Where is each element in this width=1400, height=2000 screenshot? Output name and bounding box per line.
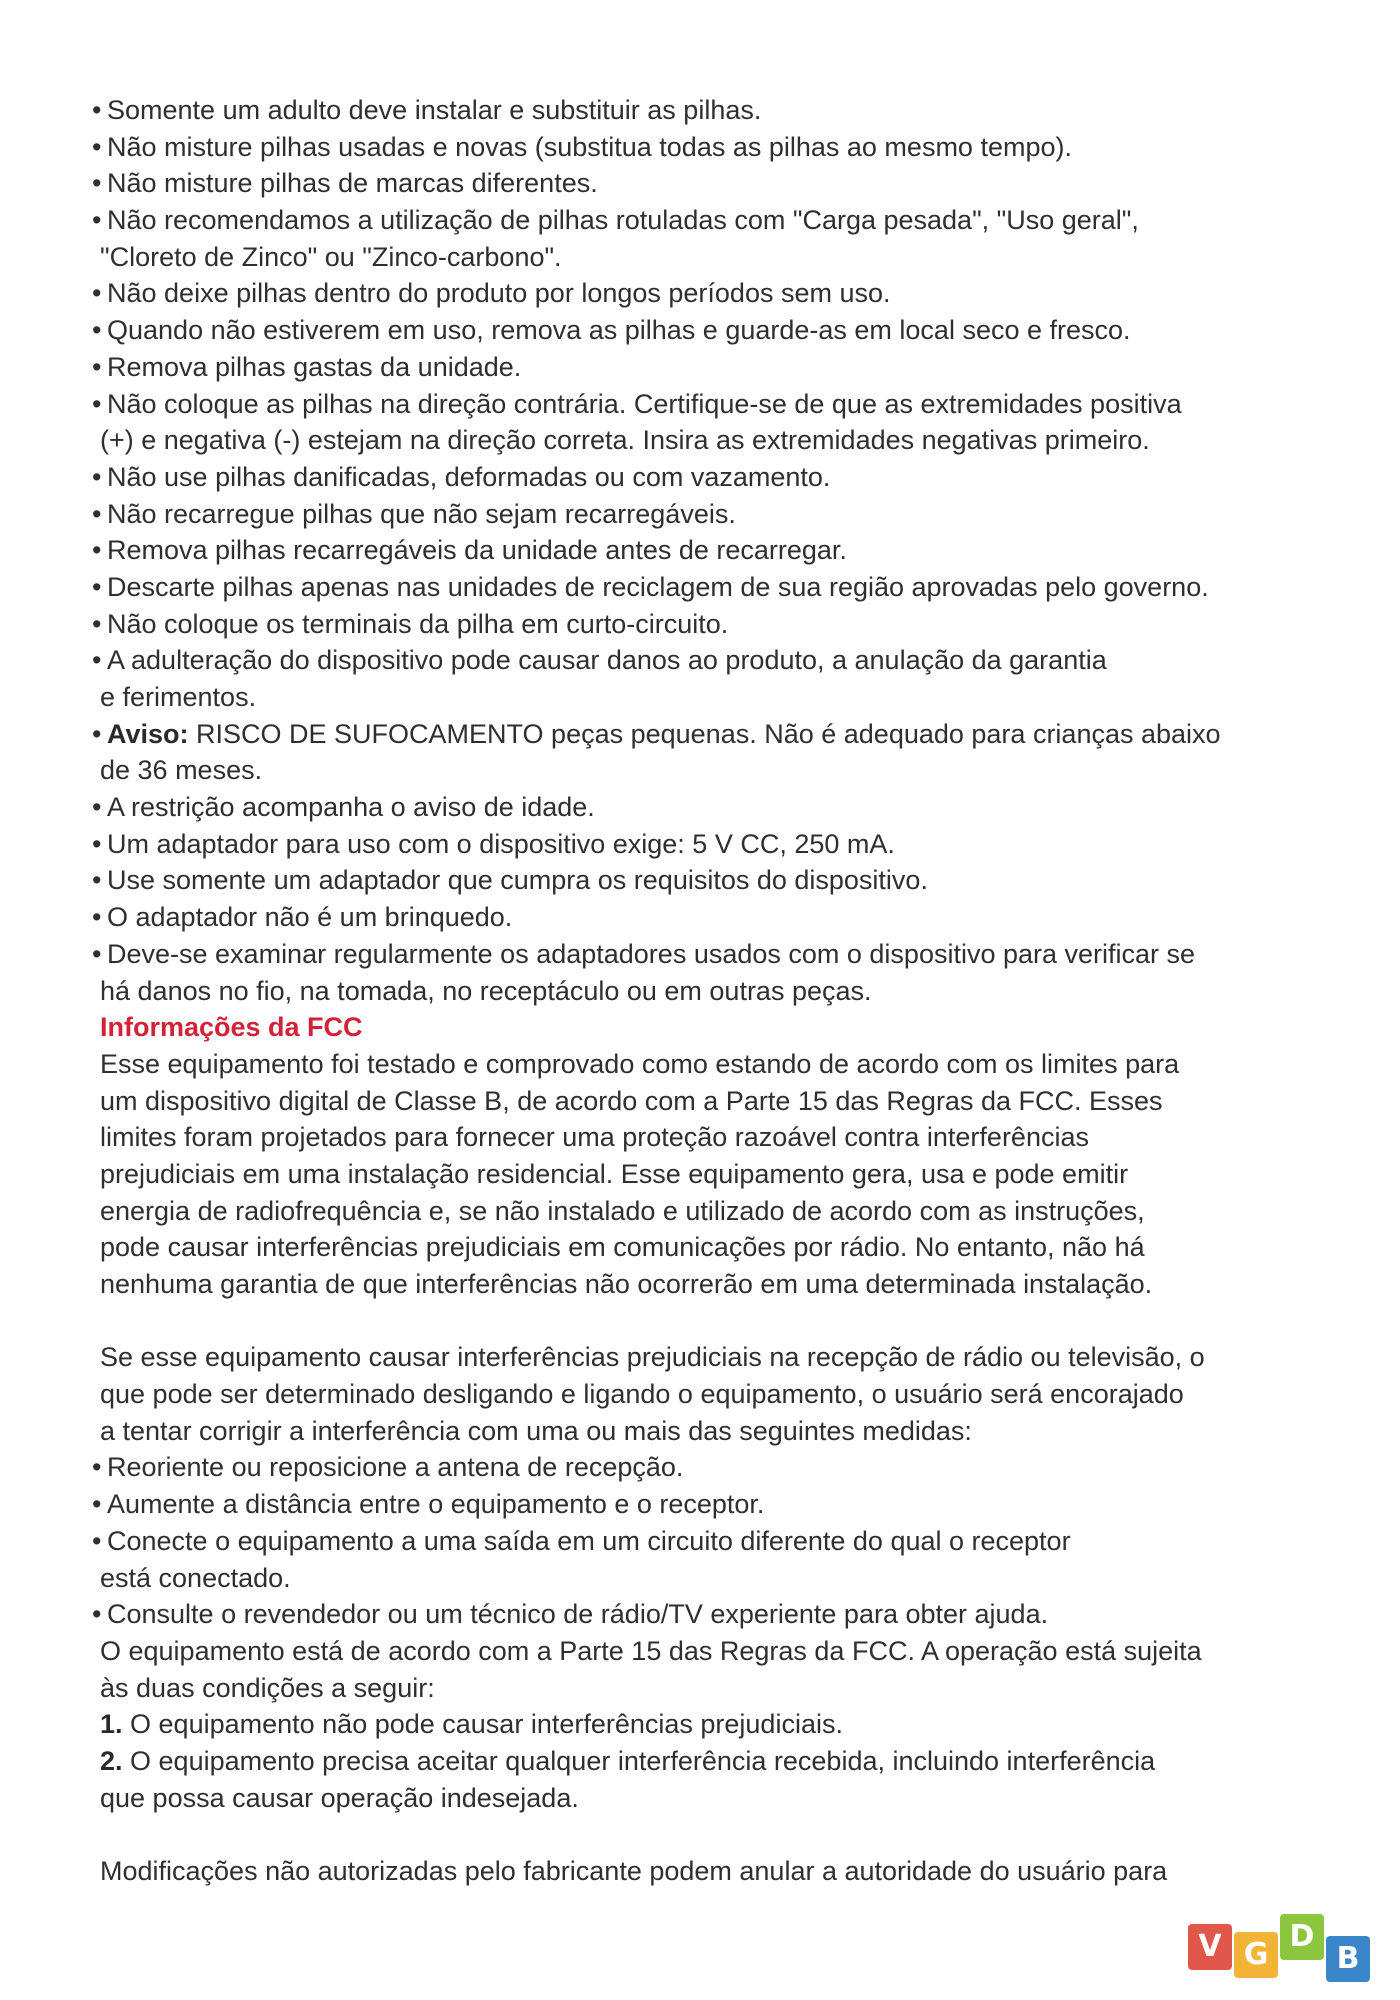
paragraph-line: limites foram projetados para fornecer uma proteção razoável contra interferências (100, 1122, 1089, 1153)
list-item: • Use somente um adaptador que cumpra os requisitos do dispositivo. (92, 865, 928, 896)
list-item: • Consulte o revendedor ou um técnico de rádio/TV experiente para obter ajuda. (92, 1599, 1049, 1630)
logo-tile-b: B (1326, 1936, 1370, 1982)
paragraph-line: O equipamento está de acordo com a Parte 15 das Regras da FCC. A operação está sujeita (100, 1635, 1202, 1666)
logo-tile-v: V (1188, 1924, 1232, 1970)
vgdb-watermark-logo (1188, 1908, 1378, 1988)
paragraph-line: que pode ser determinado desligando e ligando o equipamento, o usuário será encorajado (100, 1379, 1184, 1410)
paragraph-line: às duas condições a seguir: (100, 1672, 435, 1703)
list-item: • Não recomendamos a utilização de pilhas rotuladas com "Carga pesada", "Uso geral", (92, 205, 1139, 236)
paragraph-line: a tentar corrigir a interferência com uma ou mais das seguintes medidas: (100, 1415, 972, 1446)
paragraph-gap (92, 1303, 1332, 1340)
list-item: • Não use pilhas danificadas, deformadas ou com vazamento. (92, 461, 831, 492)
paragraph-line: nenhuma garantia de que interferências não ocorrerão em uma determinada instalação. (100, 1269, 1153, 1299)
list-item: • Remova pilhas recarregáveis da unidade antes de recarregar. (92, 535, 847, 566)
list-item: • Remova pilhas gastas da unidade. (92, 351, 522, 382)
list-item: • A adulteração do dispositivo pode causar danos ao produto, a anulação da garantia (92, 645, 1107, 676)
list-item: • Não misture pilhas de marcas diferentes. (92, 168, 598, 199)
list-item-continuation: "Cloreto de Zinco" ou "Zinco-carbono". (100, 241, 562, 272)
paragraph-line: Se esse equipamento causar interferências prejudiciais na recepção de rádio ou televisão, o (100, 1342, 1205, 1373)
list-item: • O adaptador não é um brinquedo. (92, 902, 513, 933)
list-item: • Deve-se examinar regularmente os adaptadores usados com o dispositivo para verificar se (92, 938, 1196, 969)
list-item: • Descarte pilhas apenas nas unidades de reciclagem de sua região aprovadas pelo governo. (92, 571, 1209, 602)
list-item: • Não recarregue pilhas que não sejam recarregáveis. (92, 498, 736, 529)
paragraph-line: um dispositivo digital de Classe B, de acordo com a Parte 15 das Regras da FCC. Esses (100, 1085, 1163, 1116)
fcc-heading: Informações da FCC (100, 1012, 363, 1043)
document-body (92, 92, 1332, 1890)
list-item-continuation: há danos no fio, na tomada, no receptáculo ou em outras peças. (100, 975, 872, 1006)
paragraph-line: prejudiciais em uma instalação residencial. Esse equipamento gera, usa e pode emitir (100, 1158, 1129, 1189)
logo-tile-d: D (1280, 1914, 1324, 1960)
list-item: • Um adaptador para uso com o dispositivo exige: 5 V CC, 250 mA. (92, 828, 895, 859)
list-item: • Conecte o equipamento a uma saída em um circuito diferente do qual o receptor (92, 1525, 1071, 1556)
list-item: • Quando não estiverem em uso, remova as pilhas e guarde-as em local seco e fresco. (92, 315, 1131, 346)
warning-label: Aviso: (107, 718, 189, 749)
warning-item: • Aviso: RISCO DE SUFOCAMENTO peças pequenas. Não é adequado para crianças abaixo (92, 718, 1221, 749)
paragraph-gap (92, 1816, 1332, 1853)
logo-tile-g: G (1234, 1932, 1278, 1978)
list-item: • Não deixe pilhas dentro do produto por longos períodos sem uso. (92, 278, 891, 309)
list-item-continuation: de 36 meses. (100, 755, 263, 786)
list-item-continuation: (+) e negativa (-) estejam na direção correta. Insira as extremidades negativas primeiro. (100, 425, 1150, 456)
list-item: • Somente um adulto deve instalar e substituir as pilhas. (92, 95, 762, 125)
paragraph-line: Esse equipamento foi testado e comprovado como estando de acordo com os limites para (100, 1048, 1180, 1079)
paragraph-line: energia de radiofrequência e, se não instalado e utilizado de acordo com as instruções, (100, 1195, 1145, 1226)
list-item: • Não coloque as pilhas na direção contrária. Certifique-se de que as extremidades positiva (92, 388, 1182, 419)
condition-item: 1. O equipamento não pode causar interferências prejudiciais. (100, 1709, 843, 1740)
paragraph-line: que possa causar operação indesejada. (100, 1782, 579, 1813)
list-item: • Não misture pilhas usadas e novas (substitua todas as pilhas ao mesmo tempo). (92, 131, 1072, 162)
list-item-continuation: e ferimentos. (100, 682, 257, 712)
list-item-continuation: está conectado. (100, 1562, 291, 1593)
condition-number: 2. (100, 1745, 123, 1776)
condition-number: 1. (100, 1709, 123, 1740)
paragraph-line: pode causar interferências prejudiciais em comunicações por rádio. No entanto, não há (100, 1232, 1145, 1263)
condition-item: 2. O equipamento precisa aceitar qualquer interferência recebida, incluindo interferência (100, 1745, 1156, 1776)
list-item: • Não coloque os terminais da pilha em curto-circuito. (92, 608, 729, 639)
list-item: • Aumente a distância entre o equipamento e o receptor. (92, 1489, 765, 1520)
list-item: • Reoriente ou reposicione a antena de recepção. (92, 1452, 684, 1483)
list-item: • A restrição acompanha o aviso de idade. (92, 792, 595, 823)
paragraph-line: Modificações não autorizadas pelo fabricante podem anular a autoridade do usuário para (100, 1856, 1168, 1886)
